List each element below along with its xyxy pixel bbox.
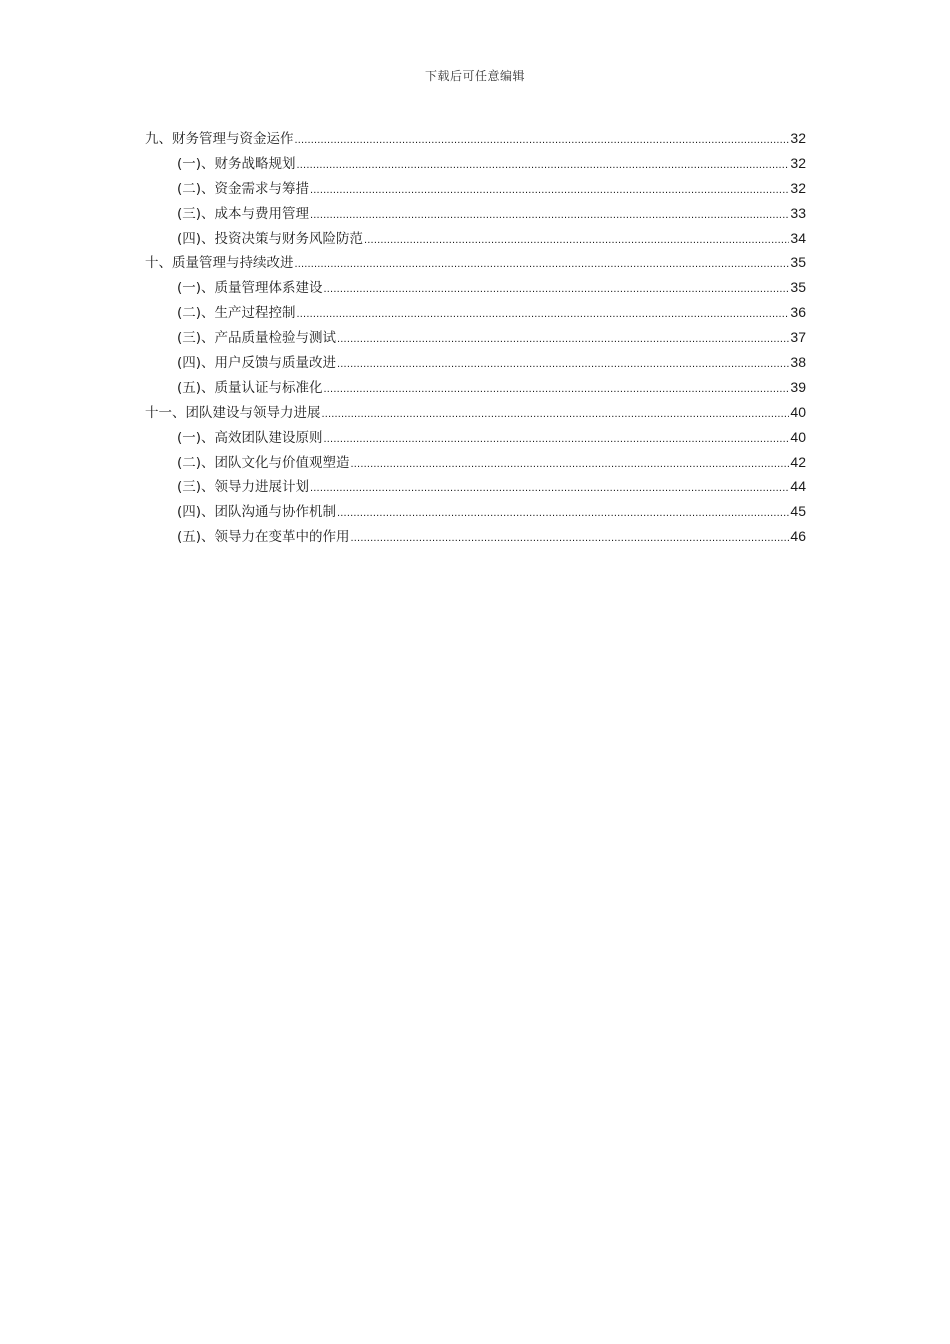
toc-entry-title: 十、质量管理与持续改进 <box>145 255 294 272</box>
toc-entry-title: (一)、高效团队建设原则 <box>177 429 323 446</box>
toc-entry-title: (三)、产品质量检验与测试 <box>177 330 337 347</box>
toc-leader-dots <box>310 178 789 203</box>
toc-entry[interactable] <box>145 126 806 151</box>
toc-entry[interactable] <box>145 425 806 450</box>
toc-leader-dots <box>310 476 789 501</box>
toc-entry-page: 32 <box>790 154 806 171</box>
toc-entry-title: (五)、领导力在变革中的作用 <box>177 529 350 546</box>
toc-entry-page: 40 <box>790 403 806 420</box>
toc-leader-dots <box>337 501 789 526</box>
table-of-contents <box>145 126 806 549</box>
toc-leader-dots <box>295 252 790 277</box>
toc-leader-dots <box>324 427 790 452</box>
toc-entry-page: 37 <box>790 329 806 346</box>
toc-entry-page: 36 <box>790 304 806 321</box>
toc-entry[interactable] <box>145 450 806 475</box>
toc-leader-dots <box>324 277 790 302</box>
toc-entry-page: 38 <box>790 354 806 371</box>
toc-entry[interactable] <box>145 226 806 251</box>
toc-entry[interactable] <box>145 176 806 201</box>
toc-entry[interactable] <box>145 350 806 375</box>
toc-leader-dots <box>364 228 789 253</box>
toc-entry-title: (四)、用户反馈与质量改进 <box>177 355 337 372</box>
toc-leader-dots <box>337 327 789 352</box>
toc-entry-page: 40 <box>790 428 806 445</box>
toc-entry-title: (二)、团队文化与价值观塑造 <box>177 454 350 471</box>
toc-entry-title: (四)、投资决策与财务风险防范 <box>177 230 364 247</box>
toc-entry-title: (二)、资金需求与筹措 <box>177 180 310 197</box>
toc-entry-title: (四)、团队沟通与协作机制 <box>177 504 337 521</box>
toc-entry-title: (三)、领导力进展计划 <box>177 479 310 496</box>
toc-entry[interactable] <box>145 325 806 350</box>
toc-entry[interactable] <box>145 201 806 226</box>
toc-entry-page: 33 <box>790 204 806 221</box>
toc-entry-title: 十一、团队建设与领导力进展 <box>145 404 321 421</box>
toc-entry-page: 35 <box>790 279 806 296</box>
toc-entry-title: (五)、质量认证与标准化 <box>177 379 323 396</box>
toc-entry-page: 34 <box>790 229 806 246</box>
toc-leader-dots <box>295 128 790 153</box>
toc-entry-page: 46 <box>790 528 806 545</box>
toc-leader-dots <box>310 203 789 228</box>
toc-entry-title: (二)、生产过程控制 <box>177 305 296 322</box>
toc-entry-page: 39 <box>790 378 806 395</box>
toc-entry-page: 32 <box>790 130 806 146</box>
toc-entry-page: 44 <box>790 478 806 495</box>
toc-entry-title: (三)、成本与费用管理 <box>177 205 310 222</box>
toc-entry[interactable] <box>145 151 806 176</box>
toc-entry[interactable] <box>145 275 806 300</box>
toc-leader-dots <box>351 452 790 477</box>
toc-entry-page: 32 <box>790 179 806 196</box>
toc-entry-page: 45 <box>790 503 806 520</box>
toc-leader-dots <box>297 302 790 327</box>
toc-leader-dots <box>322 402 790 427</box>
page-header: 下载后可任意编辑 <box>424 69 525 83</box>
toc-entry[interactable] <box>145 524 806 549</box>
toc-entry[interactable] <box>145 499 806 524</box>
toc-entry-title: (一)、质量管理体系建设 <box>177 280 323 297</box>
toc-leader-dots <box>297 153 790 178</box>
toc-entry[interactable] <box>145 250 806 275</box>
toc-leader-dots <box>337 352 789 377</box>
toc-leader-dots <box>351 526 790 551</box>
toc-entry[interactable] <box>145 400 806 425</box>
toc-entry-title: 九、财务管理与资金运作 <box>145 131 294 147</box>
toc-entry[interactable] <box>145 375 806 400</box>
toc-entry[interactable] <box>145 300 806 325</box>
toc-entry-page: 35 <box>790 254 806 271</box>
toc-entry-title: (一)、财务战略规划 <box>177 155 296 172</box>
toc-entry-page: 42 <box>790 453 806 470</box>
toc-leader-dots <box>324 377 790 402</box>
toc-entry[interactable] <box>145 474 806 499</box>
